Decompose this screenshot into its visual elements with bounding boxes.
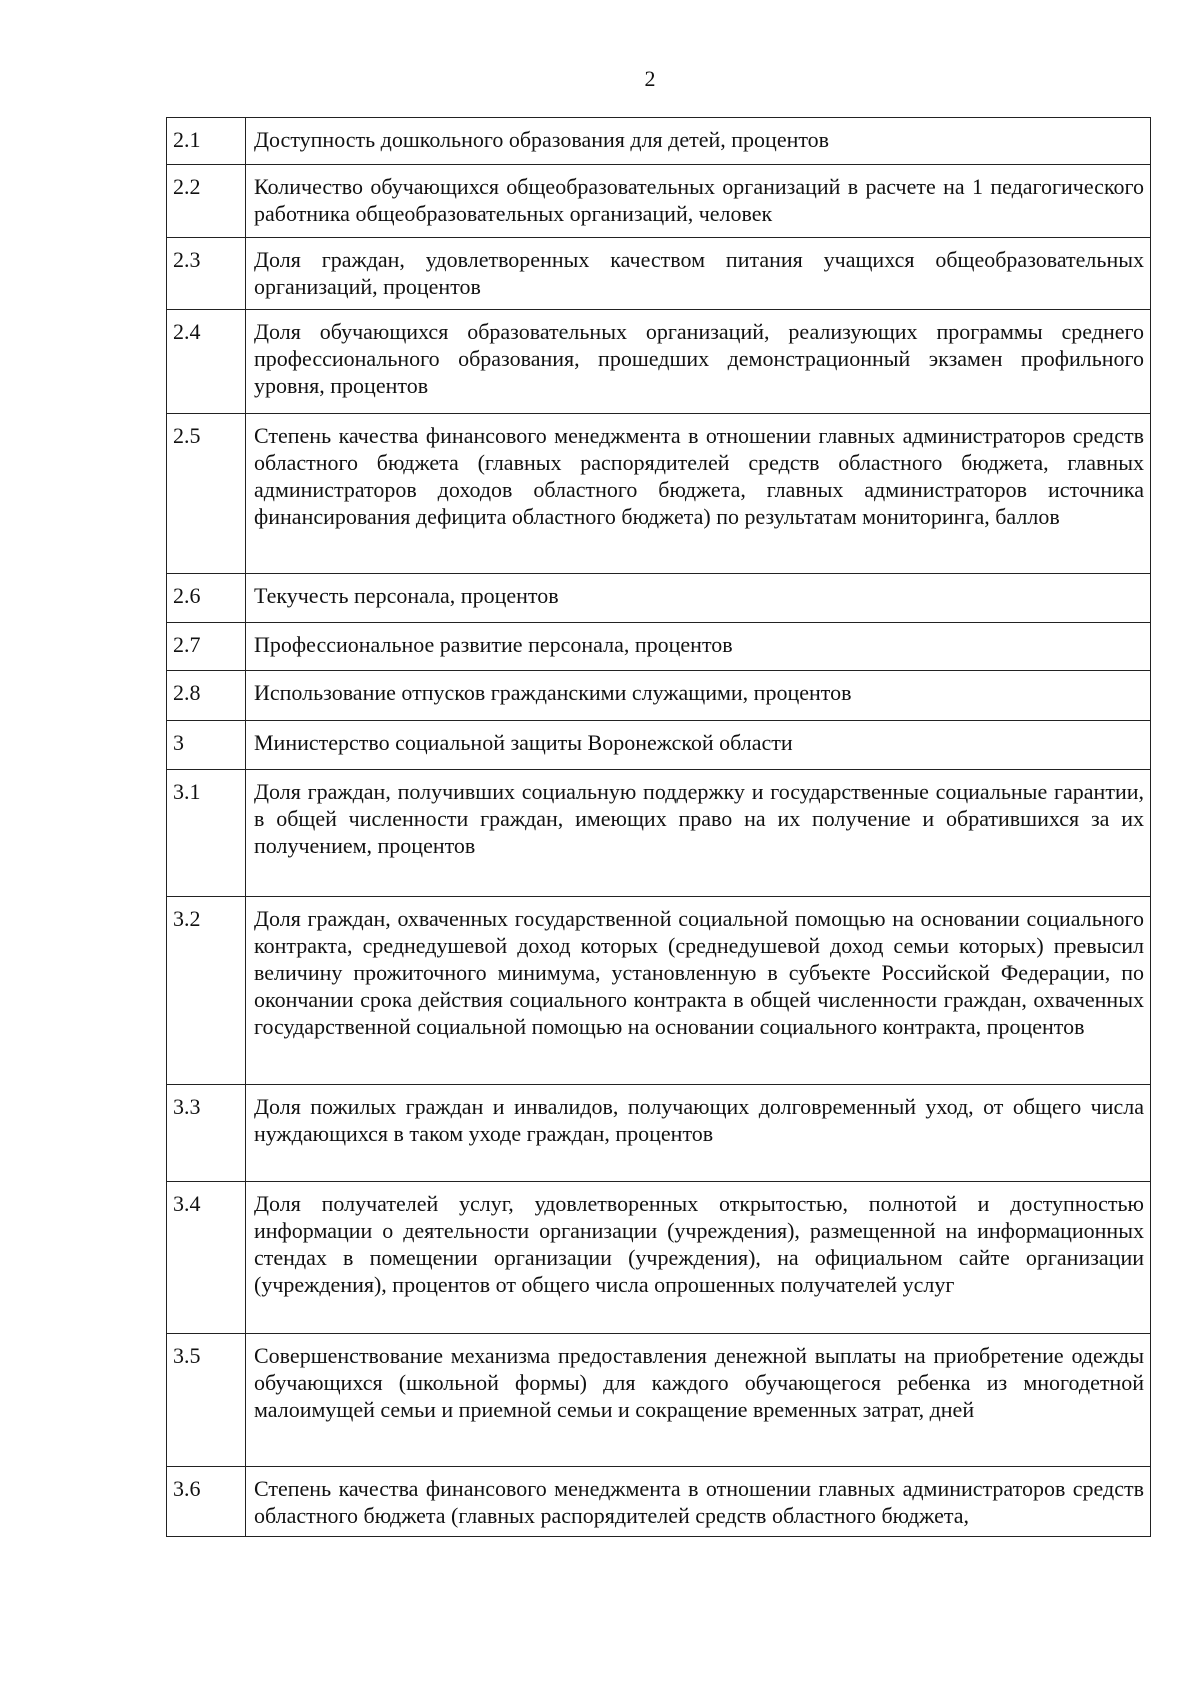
row-number: 3.2 [167,897,246,1085]
table-row [167,310,1151,414]
table-row [167,414,1151,574]
row-text: Степень качества финансового менеджмента в отношении главных администраторов средств областного бюджета (главных распорядителей средств областного бюджета, главных администраторов доходов областного бюджета, главных администраторов источника финансирования дефицита областного бюджета) по результатам мониторинга, баллов [246,414,1151,574]
row-number: 3.4 [167,1182,246,1334]
table-row [167,671,1151,721]
table-row [167,574,1151,623]
row-number: 2.4 [167,310,246,414]
row-text: Доля граждан, получивших социальную поддержку и государственные социальные гарантии, в общей численности граждан, имеющих право на их получение и обратившихся за их получением, процентов [246,770,1151,897]
table-row [167,118,1151,165]
row-text: Использование отпусков гражданскими служащими, процентов [246,671,1151,721]
page-number: 2 [644,66,656,91]
row-text: Министерство социальной защиты Воронежской области [246,721,1151,770]
table-row [167,1467,1151,1537]
row-text: Доля граждан, удовлетворенных качеством питания учащихся общеобразовательных организаций, процентов [246,238,1151,310]
row-number: 2.7 [167,623,246,671]
row-number: 3.6 [167,1467,246,1537]
row-text: Доля обучающихся образовательных организаций, реализующих программы среднего профессионального образования, прошедших демонстрационный экзамен профильного уровня, процентов [246,310,1151,414]
row-text: Доступность дошкольного образования для детей, процентов [246,118,1151,165]
row-number: 2.3 [167,238,246,310]
row-number: 3.1 [167,770,246,897]
table-row [167,165,1151,238]
row-number: 3.5 [167,1334,246,1467]
row-text: Совершенствование механизма предоставления денежной выплаты на приобретение одежды обучающихся (школьной формы) для каждого обучающегося ребенка из многодетной малоимущей семьи и приемной семьи и сокращение временных затрат, дней [246,1334,1151,1467]
row-text: Текучесть персонала, процентов [246,574,1151,623]
row-text: Доля получателей услуг, удовлетворенных открытостью, полнотой и доступностью информации о деятельности организации (учреждения), размещенной на информационных стендах в помещении организации (учреждения), на официальном сайте организации (учреждения), процентов от общего числа опрошенных получателей услуг [246,1182,1151,1334]
row-text: Доля граждан, охваченных государственной социальной помощью на основании социального контракта, среднедушевой доход которых (среднедушевой доход семьи которых) превысил величину прожиточного минимума, установленную в субъекте Российской Федерации, по окончании срока действия социального контракта в общей численности граждан, охваченных государственной социальной помощью на основании социального контракта, процентов [246,897,1151,1085]
table-row [167,1182,1151,1334]
table-row [167,238,1151,310]
row-number: 2.2 [167,165,246,238]
row-number: 2.1 [167,118,246,165]
row-number: 3.3 [167,1085,246,1182]
table-row [167,721,1151,770]
table-row [167,897,1151,1085]
table-row [167,1334,1151,1467]
row-text: Доля пожилых граждан и инвалидов, получающих долговременный уход, от общего числа нуждающихся в таком уходе граждан, процентов [246,1085,1151,1182]
row-text: Количество обучающихся общеобразовательных организаций в расчете на 1 педагогического работника общеобразовательных организаций, человек [246,165,1151,238]
row-number: 2.5 [167,414,246,574]
row-text: Степень качества финансового менеджмента в отношении главных администраторов средств областного бюджета (главных распорядителей средств областного бюджета, [246,1467,1151,1537]
row-number: 2.8 [167,671,246,721]
table-row [167,623,1151,671]
row-number: 2.6 [167,574,246,623]
indicators-table [166,117,1151,1537]
table-row [167,770,1151,897]
row-number: 3 [167,721,246,770]
row-text: Профессиональное развитие персонала, процентов [246,623,1151,671]
table-row [167,1085,1151,1182]
